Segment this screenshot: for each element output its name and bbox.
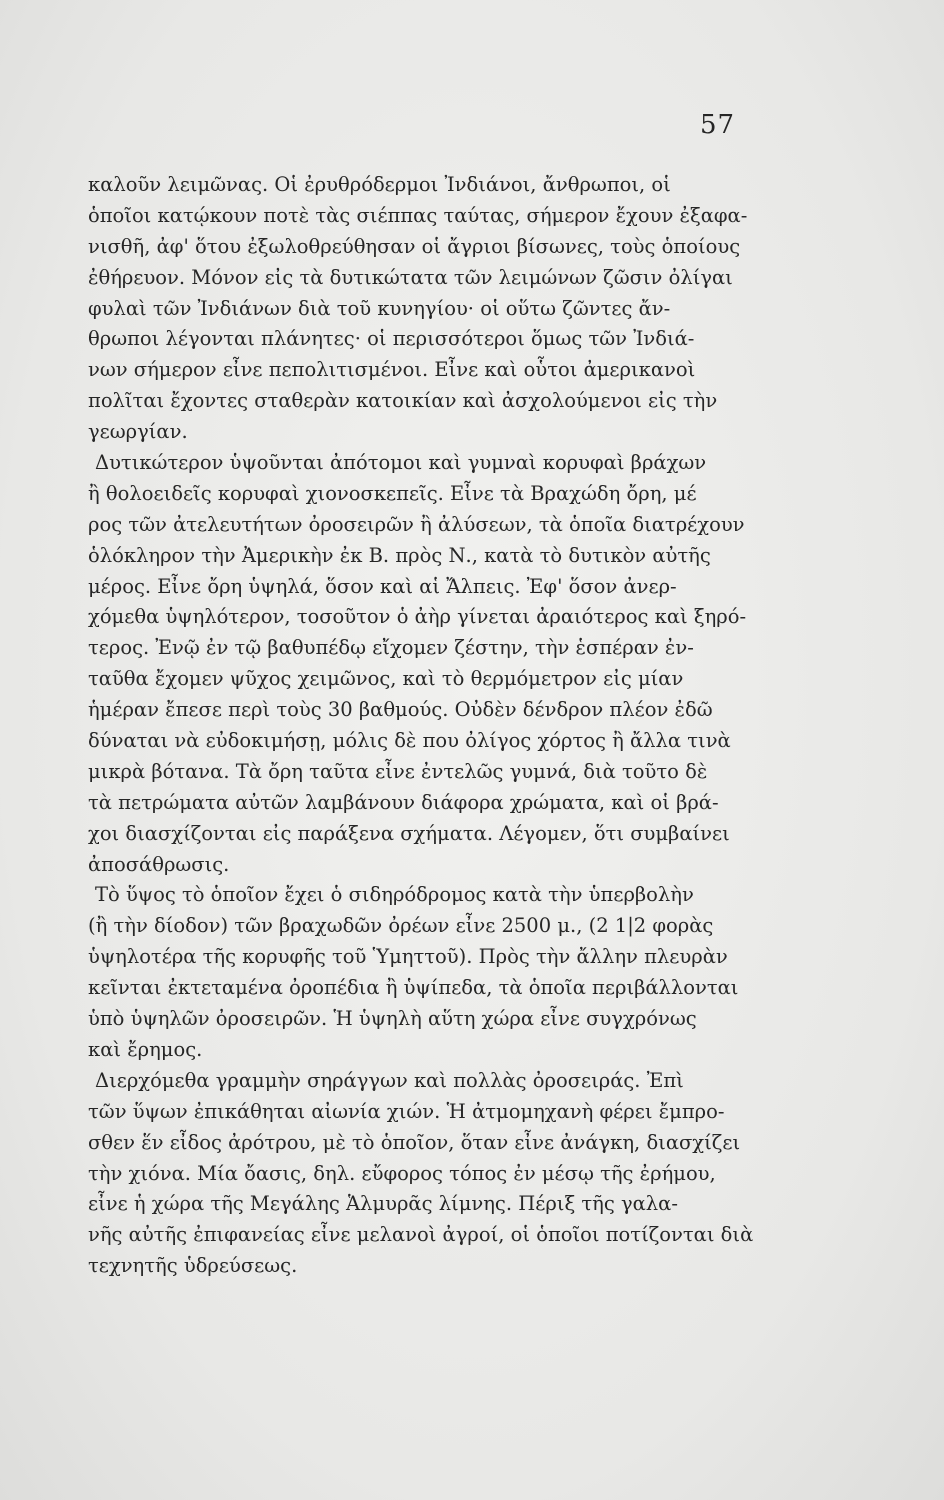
text-line: τερος. Ἐνῷ ἐν τῷ βαθυπέδῳ εἴχομεν ζέστην, τὴν ἑσπέραν ἐν- (88, 636, 694, 660)
body-text (88, 170, 778, 1282)
text-line: (ἢ τὴν δίοδον) τῶν βραχωδῶν ὀρέων εἶνε 2500 μ., (2 1|2 φορὰς (88, 914, 714, 938)
text-line: τὴν χιόνα. Μία ὄασις, δηλ. εὔφορος τόπος ἐν μέσῳ τῆς ἐρήμου, (88, 1161, 716, 1185)
text-line: ὁλόκληρον τὴν Ἀμερικὴν ἐκ Β. πρὸς Ν., κατὰ τὸ δυτικὸν αὐτῆς (88, 543, 711, 567)
text-line: ταῦθα ἔχομεν ψῦχος χειμῶνος, καὶ τὸ θερμόμετρον εἰς μίαν (88, 667, 684, 691)
text-line: Δυτικώτερον ὑψοῦνται ἀπότομοι καὶ γυμναὶ κορυφαὶ βράχων (95, 451, 707, 475)
text-line: τῶν ὕψων ἐπικάθηται αἰωνία χιών. Ἡ ἀτμομηχανὴ φέρει ἔμπρο- (88, 1099, 725, 1123)
text-line: ρος τῶν ἀτελευτήτων ὀροσειρῶν ἢ ἀλύσεων, τὰ ὁποῖα διατρέχουν (88, 512, 745, 536)
text-line: χοι διασχίζονται εἰς παράξενα σχήματα. Λέγομεν, ὅτι συμβαίνει (88, 821, 730, 845)
text-line: νῆς αὐτῆς ἐπιφανείας εἶνε μελανοὶ ἀγροί, οἱ ὁποῖοι ποτίζονται διὰ (88, 1223, 754, 1247)
text-line: καὶ ἔρημος. (88, 1037, 203, 1061)
text-line: θρωποι λέγονται πλάνητες· οἱ περισσότεροι ὅμως τῶν Ἰνδιά- (88, 327, 695, 351)
text-line: χόμεθα ὑψηλότερον, τοσοῦτον ὁ ἀὴρ γίνεται ἀραιότερος καὶ ξηρό- (88, 605, 747, 629)
text-line: ἀποσάθρωσις. (88, 852, 230, 876)
text-line: ὑψηλοτέρα τῆς κορυφῆς τοῦ Ὑμηττοῦ). Πρὸς τὴν ἄλλην πλευρὰν (88, 945, 728, 969)
text-line: κεῖνται ἐκτεταμένα ὀροπέδια ἢ ὑψίπεδα, τὰ ὁποῖα περιβάλλονται (88, 976, 739, 1000)
text-line: μικρὰ βότανα. Τὰ ὄρη ταῦτα εἶνε ἐντελῶς γυμνά, διὰ τοῦτο δὲ (88, 759, 708, 783)
text-line: τεχνητῆς ὑδρεύσεως. (88, 1254, 298, 1278)
text-line: σθεν ἕν εἶδος ἀρότρου, μὲ τὸ ὁποῖον, ὅταν εἶνε ἀνάγκη, διασχίζει (88, 1130, 741, 1154)
text-line: νισθῆ, ἀφ' ὅτου ἐξωλοθρεύθησαν οἱ ἄγριοι βίσωνες, τοὺς ὁποίους (88, 234, 741, 258)
text-line: εἶνε ἡ χώρα τῆς Μεγάλης Ἁλμυρᾶς λίμνης. Πέριξ τῆς γαλα- (88, 1192, 678, 1216)
text-line: ὁποῖοι κατῴκουν ποτὲ τὰς σιέππας ταύτας, σήμερον ἔχουν ἐξαφα- (88, 203, 748, 227)
text-line: νων σήμερον εἶνε πεπολιτισμένοι. Εἶνε καὶ οὗτοι ἀμερικανοὶ (88, 358, 696, 382)
text-line: πολῖται ἔχοντες σταθερὰν κατοικίαν καὶ ἀσχολούμενοι εἰς τὴν (88, 389, 718, 413)
text-line: Διερχόμεθα γραμμὴν σηράγγων καὶ πολλὰς ὀροσειράς. Ἐπὶ (95, 1068, 684, 1092)
page-number: 57 (700, 110, 736, 140)
text-line: ὑπὸ ὑψηλῶν ὀροσειρῶν. Ἡ ὑψηλὴ αὕτη χώρα εἶνε συγχρόνως (88, 1007, 697, 1031)
text-line: ἢ θολοειδεῖς κορυφαὶ χιονοσκεπεῖς. Εἶνε τὰ Βραχώδη ὄρη, μέ (88, 481, 697, 505)
text-line: ἡμέραν ἔπεσε περὶ τοὺς 30 βαθμούς. Οὐδὲν δένδρον πλέον ἐδῶ (88, 698, 713, 722)
text-line: γεωργίαν. (88, 420, 188, 444)
text-line: δύναται νὰ εὐδοκιμήσῃ, μόλις δὲ που ὀλίγος χόρτος ἢ ἄλλα τινὰ (88, 729, 731, 753)
text-line: καλοῦν λειμῶνας. Οἱ ἐρυθρόδερμοι Ἰνδιάνοι, ἄνθρωποι, οἱ (88, 173, 671, 196)
text-line: ἐθήρευον. Μόνον εἰς τὰ δυτικώτατα τῶν λειμώνων ζῶσιν ὀλίγαι (88, 265, 733, 289)
text-line: Τὸ ὕψος τὸ ὁποῖον ἔχει ὁ σιδηρόδρομος κατὰ τὴν ὑπερβολὴν (95, 883, 694, 907)
text-line: φυλαὶ τῶν Ἰνδιάνων διὰ τοῦ κυνηγίου· οἱ οὕτω ζῶντες ἄν- (88, 296, 671, 320)
text-line: μέρος. Εἶνε ὄρη ὑψηλά, ὅσον καὶ αἱ Ἄλπεις. Ἐφ' ὅσον ἀνερ- (88, 574, 677, 598)
text-line: τὰ πετρώματα αὐτῶν λαμβάνουν διάφορα χρώματα, καὶ οἱ βρά- (88, 790, 719, 814)
